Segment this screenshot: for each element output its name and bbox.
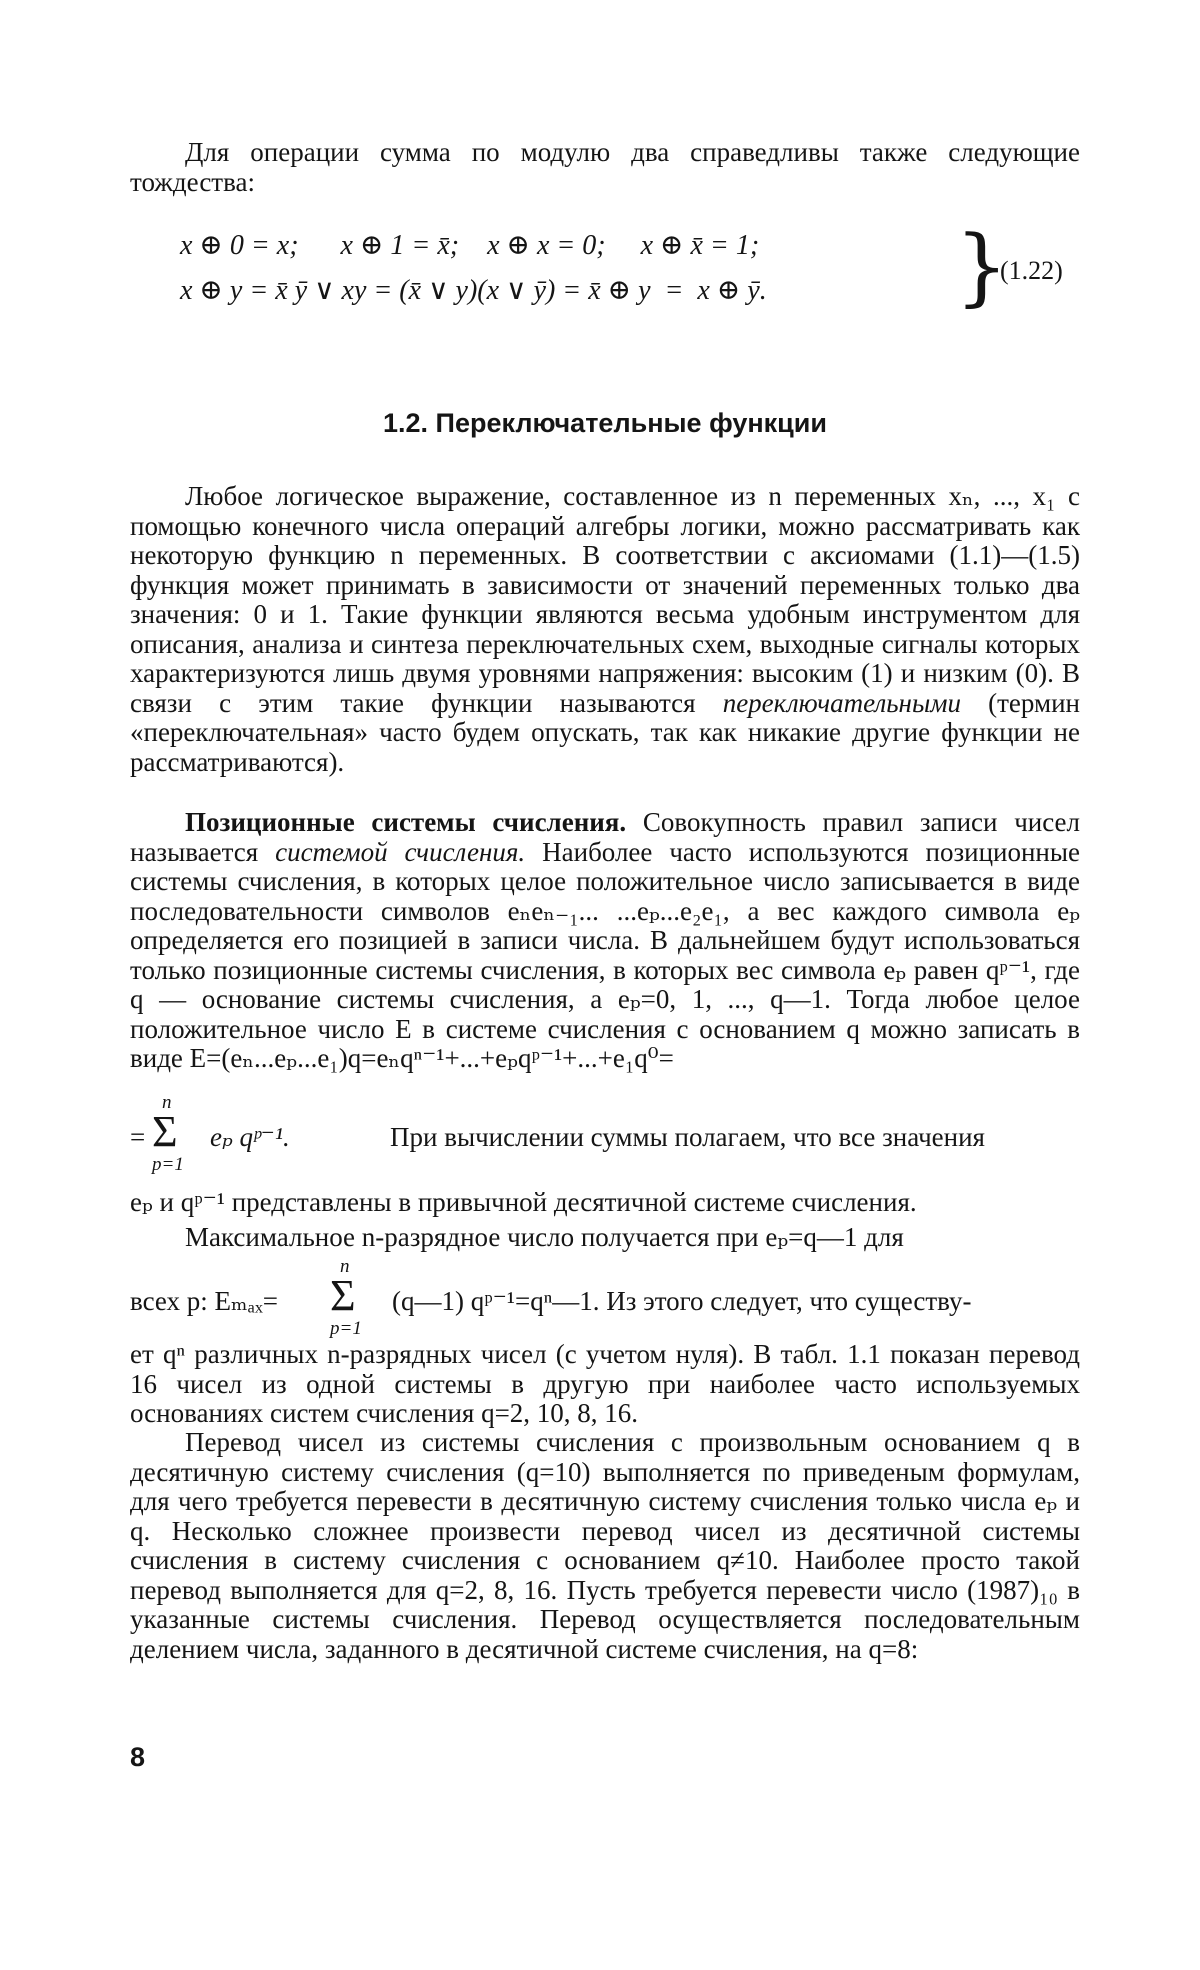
page-number: 8 [130, 1742, 146, 1772]
formula-line-1: x ⊕ 0 = x; x ⊕ 1 = x̄; x ⊕ x = 0; x ⊕ x̄ = 1; [180, 230, 760, 261]
italic-term: системой счисления. [275, 836, 526, 867]
sum-prefix: = [130, 1122, 146, 1152]
paragraph-text: ет qⁿ различных n-разрядных чисел (с учетом нуля). В табл. 1.1 показан перевод 16 чисел из одной системы в другую при наиболее часто используемых основаниях систем счисления q=2, 10, 8, 16. [130, 1339, 1080, 1428]
intro-paragraph [130, 138, 1080, 197]
paragraph-text: Максимальное n-разрядное число получается при eₚ=q—1 для [185, 1222, 904, 1252]
sigma-symbol: Σ [152, 1107, 178, 1156]
sum-text: При вычислении суммы полагаем, что все значения [390, 1122, 985, 1152]
sigma-symbol: Σ [330, 1271, 356, 1320]
paragraph-text: Перевод чисел из системы счисления с произвольным основанием q в десятичную систему счисления (q=10) выполняется по приведеным формулам, для чего требуется перевести в десятичную систему счисления только числа eₚ и q. Несколько сложнее произвести перевод чисел из десятичной системы счисления в систему счисления с основанием q≠10. Наиболее просто такой перевод выполняется для q=2, 8, 16. Пусть требуется перевести число (1987)₁₀ в указанные системы счисления. Перевод осуществляется последовательным делением числа, заданного в десятичной системе счисления, на q=8: [130, 1427, 1080, 1664]
sum-lower-limit: p=1 [330, 1318, 362, 1339]
paragraph-switching-functions [130, 482, 1080, 777]
text-run: Любое логическое выражение, составленное из n переменных xₙ, ..., x₁ с помощью конечного числа операций алгебры логики, можно рассматривать как некоторую функцию n переменных. В соответствии с аксиомами (1.1)—(1.5) функция может принимать в зависимости от значений переменных только два значения: 0 и 1. Такие функции являются весьма удобным инструментом для описания, анализа и синтеза переключательных схем, выходные сигналы которых характеризуются лишь двумя уровнями напряжения: высоким (1) и низким (0). В связи с этим такие функции называются [130, 481, 1080, 718]
section-title: 1.2. Переключательные функции [383, 408, 827, 438]
sum-formula-2 [130, 1248, 1080, 1338]
sum-lower-limit: p=1 [152, 1154, 184, 1175]
formula-brace: } [955, 217, 1009, 315]
text-run: Наиболее часто используются позиционные системы счисления, в которых целое положительное число записывается в виде последовательности символов eₙeₙ₋₁... ...eₚ...e₂e₁, а вес каждого символа eₚ определяется его позицией в записи числа. В дальнейшем будут использоваться только позиционные системы счисления, в которых вес символа eₚ равен qᵖ⁻¹, где q — основание системы счисления, а eₚ=0, 1, ..., q—1. Тогда любое целое положительное число E в системе счисления с основанием q можно записать в виде E=(eₙ...eₚ...e₁)q=eₙqⁿ⁻¹+...+eₚqᵖ⁻¹+...+e₁q⁰= [130, 836, 1080, 1073]
formula-line-2: x ⊕ y = x̄ ȳ ∨ xy = (x̄ ∨ y)(x ∨ ȳ) = x̄ ⊕ y = x ⊕ ȳ. [180, 275, 767, 306]
bold-lead: Позиционные системы счисления. [185, 807, 627, 837]
paragraph-positional-systems [130, 808, 1080, 1074]
sum-upper-limit: n [162, 1092, 172, 1113]
paragraph-text [130, 808, 1080, 1074]
sum-term: eₚ qᵖ⁻¹. [210, 1122, 290, 1152]
intro-text: Для операции сумма по модулю два справедливы также следующие тождества: [130, 137, 1080, 197]
paragraph-3-rest [130, 1340, 1080, 1429]
equation-number: (1.22) [1000, 256, 1063, 285]
paragraph-text: eₚ и qᵖ⁻¹ представлены в привычной десятичной системе счисления. [130, 1187, 917, 1217]
paragraph-2-end [130, 1188, 1080, 1218]
sum-upper-limit: n [340, 1256, 350, 1277]
sum-prefix: всех p: Eₘₐₓ= [130, 1286, 279, 1316]
italic-term: переключательными [722, 687, 961, 718]
paragraph-conversion [130, 1428, 1080, 1664]
text-run: Совокупность правил записи чисел называется [130, 807, 1080, 867]
text-run: (термин «переключательная» часто будем опускать, так как никакие другие функции не рассматриваются). [130, 687, 1080, 777]
paragraph-text [130, 482, 1080, 777]
formula-1-22 [180, 217, 1080, 318]
sum-term: (q—1) qᵖ⁻¹=qⁿ—1. Из этого следует, что существу- [392, 1286, 972, 1316]
sum-formula-1 [130, 1092, 1080, 1182]
